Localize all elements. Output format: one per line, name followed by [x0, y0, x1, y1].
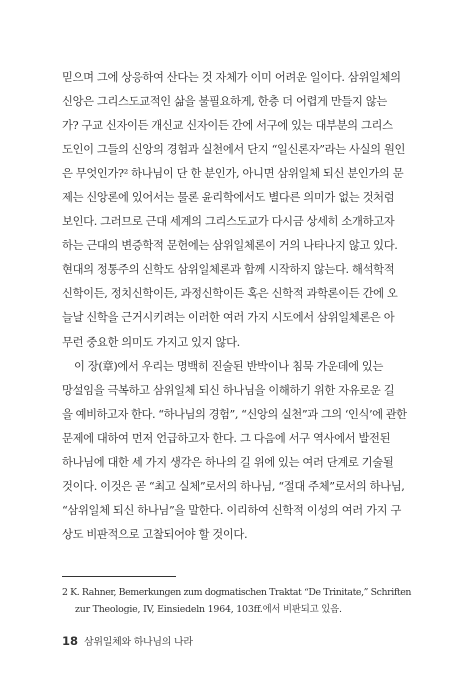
body-line: 제는 신앙론에 있어서는 물론 윤리학에서도 별다른 의미가 없는 것처럼: [62, 191, 395, 205]
body-line: 늘날 신학을 근거시키려는 이러한 여러 가지 시도에서 삼위일체론은 아: [62, 311, 395, 325]
body-line: 무런 중요한 의미도 가지고 있지 않다.: [62, 335, 240, 349]
body-line: 도인이 그들의 신앙의 경험과 실천에서 단지 “일신론자”라는 사실의 원인: [62, 143, 406, 157]
body-line: 믿으며 그에 상응하여 산다는 것 자체가 이미 어려운 일이다. 삼위일체의: [62, 71, 401, 84]
footnote-line: zur Theologie, IV, Einsiedeln 1964, 103ff.에서 비판되고 있음.: [75, 604, 342, 615]
body-line: 하나님에 대한 세 가지 생각은 하나의 길 위에 있는 여러 단계로 기술될: [62, 455, 394, 469]
body-line: “삼위일체 되신 하나님”을 말한다. 이리하여 신학적 이성의 여러 가지 구: [62, 503, 402, 517]
body-line: 망설임을 극복하고 삼위일체 되신 하나님을 이해하기 위한 자유로운 길: [62, 383, 395, 397]
running-title: 삼위일체와 하나님의 나라: [84, 637, 193, 648]
page-footer: [62, 633, 193, 648]
body-line: 신앙은 그리스도교적인 삶을 불필요하게, 한층 더 어렵게 만들지 않는: [62, 95, 387, 109]
body-line: 현대의 정통주의 신학도 삼위일체론과 함께 시작하지 않는다. 해석학적: [62, 263, 395, 277]
body-line: 것이다. 이것은 곧 “최고 실체”로서의 하나님, “절대 주체”로서의 하나님,: [62, 479, 405, 493]
body-line: 신학이든, 정치신학이든, 과정신학이든 혹은 신학적 과학론이든 간에 오: [62, 287, 398, 301]
body-line: 문제에 대하여 먼저 언급하고자 한다. 그 다음에 서구 역사에서 발전된: [62, 431, 391, 445]
body-line: 상도 비판적으로 고찰되어야 할 것이다.: [62, 527, 248, 541]
body-line: 을 예비하고자 한다. “하나님의 경험”, “신앙의 실천”과 그의 ‘인식’에 관한: [62, 407, 407, 421]
footnote-divider: [62, 576, 176, 577]
body-line: 보인다. 그러므로 근대 세계의 그리스도교가 다시금 상세히 소개하고자: [62, 215, 395, 229]
body-line: 은 무엇인가?² 하나님이 단 한 분인가, 아니면 삼위일체 되신 분인가의 문: [62, 167, 404, 181]
body-line: 하는 근대의 변증학적 문헌에는 삼위일체론이 거의 나타나지 않고 있다.: [62, 239, 398, 253]
footnote-line: 2 K. Rahner, Bemerkungen zum dogmatischen Traktat “De Trinitate,” Schriften: [62, 587, 412, 598]
footnote: [62, 584, 412, 618]
page-number: 18: [62, 634, 79, 648]
body-text: [62, 66, 408, 547]
body-line: 가? 구교 신자이든 개신교 신자이든 간에 서구에 있는 대부분의 그리스: [62, 119, 393, 133]
body-line-paragraph-start: 이 장(章)에서 우리는 명백히 진술된 반박이나 침묵 가운데에 있는: [74, 359, 384, 373]
